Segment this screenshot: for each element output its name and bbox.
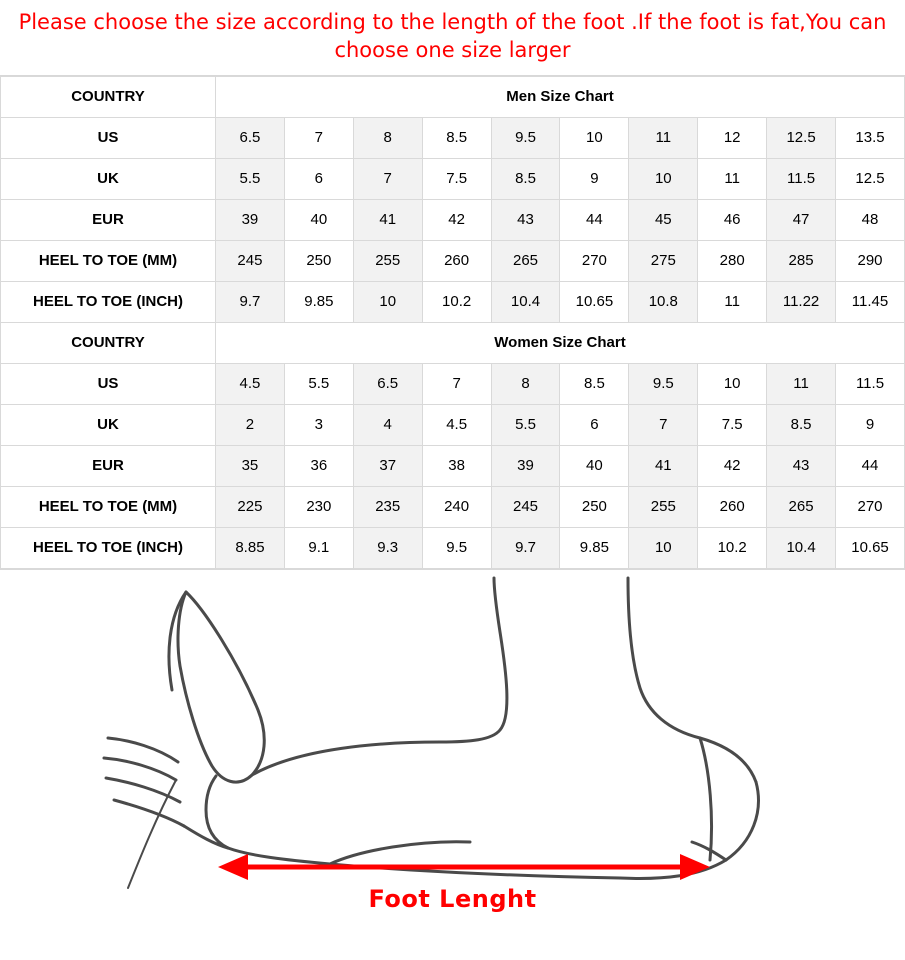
- cell-women-mm-2: 230: [284, 486, 353, 527]
- row-label-women-heel-mm: HEEL TO TOE (MM): [1, 486, 216, 527]
- cell-men-inch-5: 10.4: [491, 281, 560, 322]
- cell-women-uk-7: 7: [629, 404, 698, 445]
- cell-women-inch-3: 9.3: [353, 527, 422, 568]
- foot-outline-illustration: [0, 570, 905, 900]
- cell-men-eur-7: 45: [629, 199, 698, 240]
- cell-women-inch-7: 10: [629, 527, 698, 568]
- cell-men-us-3: 8: [353, 117, 422, 158]
- cell-men-uk-10: 12.5: [836, 158, 905, 199]
- cell-women-uk-8: 7.5: [698, 404, 767, 445]
- row-label-women-heel-inch: HEEL TO TOE (INCH): [1, 527, 216, 568]
- cell-men-eur-2: 40: [284, 199, 353, 240]
- size-advice-notice: Please choose the size according to the length of the foot .If the foot is fat,You can choose one size larger: [0, 0, 905, 76]
- cell-women-eur-4: 38: [422, 445, 491, 486]
- foot-measurement-diagram: [0, 569, 905, 925]
- cell-men-inch-10: 11.45: [836, 281, 905, 322]
- cell-men-mm-6: 270: [560, 240, 629, 281]
- cell-men-us-4: 8.5: [422, 117, 491, 158]
- cell-men-mm-3: 255: [353, 240, 422, 281]
- cell-men-inch-6: 10.65: [560, 281, 629, 322]
- cell-men-uk-1: 5.5: [216, 158, 285, 199]
- cell-women-uk-9: 8.5: [767, 404, 836, 445]
- cell-women-eur-1: 35: [216, 445, 285, 486]
- cell-women-eur-9: 43: [767, 445, 836, 486]
- cell-men-uk-8: 11: [698, 158, 767, 199]
- cell-women-uk-2: 3: [284, 404, 353, 445]
- size-chart-table: [0, 76, 905, 569]
- foot-length-arrow: [218, 854, 710, 880]
- row-label-men-heel-mm: HEEL TO TOE (MM): [1, 240, 216, 281]
- cell-women-eur-10: 44: [836, 445, 905, 486]
- cell-men-eur-10: 48: [836, 199, 905, 240]
- table-row: [1, 117, 905, 158]
- cell-women-mm-9: 265: [767, 486, 836, 527]
- table-row-men-header: [1, 76, 905, 117]
- cell-men-mm-4: 260: [422, 240, 491, 281]
- row-label-men-uk: UK: [1, 158, 216, 199]
- cell-men-eur-5: 43: [491, 199, 560, 240]
- cell-men-eur-9: 47: [767, 199, 836, 240]
- cell-women-inch-9: 10.4: [767, 527, 836, 568]
- cell-women-inch-10: 10.65: [836, 527, 905, 568]
- cell-women-us-2: 5.5: [284, 363, 353, 404]
- row-label-men-us: US: [1, 117, 216, 158]
- cell-women-mm-1: 225: [216, 486, 285, 527]
- cell-women-us-7: 9.5: [629, 363, 698, 404]
- cell-men-inch-7: 10.8: [629, 281, 698, 322]
- cell-men-us-5: 9.5: [491, 117, 560, 158]
- table-row: [1, 281, 905, 322]
- table-row: [1, 158, 905, 199]
- cell-women-mm-6: 250: [560, 486, 629, 527]
- cell-men-uk-4: 7.5: [422, 158, 491, 199]
- cell-women-us-10: 11.5: [836, 363, 905, 404]
- cell-women-uk-1: 2: [216, 404, 285, 445]
- women-size-chart-title: Women Size Chart: [216, 322, 905, 363]
- cell-men-inch-1: 9.7: [216, 281, 285, 322]
- cell-women-uk-4: 4.5: [422, 404, 491, 445]
- cell-men-uk-5: 8.5: [491, 158, 560, 199]
- cell-women-uk-5: 5.5: [491, 404, 560, 445]
- cell-men-us-1: 6.5: [216, 117, 285, 158]
- cell-women-mm-3: 235: [353, 486, 422, 527]
- cell-women-inch-4: 9.5: [422, 527, 491, 568]
- table-row: [1, 486, 905, 527]
- cell-women-uk-6: 6: [560, 404, 629, 445]
- row-label-women-us: US: [1, 363, 216, 404]
- cell-women-eur-6: 40: [560, 445, 629, 486]
- country-label-women: COUNTRY: [1, 322, 216, 363]
- cell-women-mm-7: 255: [629, 486, 698, 527]
- cell-women-inch-5: 9.7: [491, 527, 560, 568]
- cell-men-mm-1: 245: [216, 240, 285, 281]
- cell-men-us-10: 13.5: [836, 117, 905, 158]
- cell-women-us-6: 8.5: [560, 363, 629, 404]
- cell-men-us-6: 10: [560, 117, 629, 158]
- row-label-women-uk: UK: [1, 404, 216, 445]
- cell-men-eur-4: 42: [422, 199, 491, 240]
- cell-men-eur-1: 39: [216, 199, 285, 240]
- cell-men-mm-2: 250: [284, 240, 353, 281]
- row-label-women-eur: EUR: [1, 445, 216, 486]
- cell-men-eur-3: 41: [353, 199, 422, 240]
- cell-women-eur-3: 37: [353, 445, 422, 486]
- cell-women-us-8: 10: [698, 363, 767, 404]
- cell-men-us-8: 12: [698, 117, 767, 158]
- cell-women-inch-6: 9.85: [560, 527, 629, 568]
- table-row-women-header: [1, 322, 905, 363]
- cell-women-us-9: 11: [767, 363, 836, 404]
- cell-women-inch-1: 8.85: [216, 527, 285, 568]
- cell-men-mm-8: 280: [698, 240, 767, 281]
- cell-men-uk-3: 7: [353, 158, 422, 199]
- cell-men-mm-7: 275: [629, 240, 698, 281]
- cell-women-uk-3: 4: [353, 404, 422, 445]
- cell-women-eur-8: 42: [698, 445, 767, 486]
- cell-women-us-3: 6.5: [353, 363, 422, 404]
- cell-men-us-7: 11: [629, 117, 698, 158]
- cell-women-inch-8: 10.2: [698, 527, 767, 568]
- cell-men-inch-4: 10.2: [422, 281, 491, 322]
- cell-women-mm-10: 270: [836, 486, 905, 527]
- cell-women-us-1: 4.5: [216, 363, 285, 404]
- cell-men-eur-8: 46: [698, 199, 767, 240]
- cell-men-mm-5: 265: [491, 240, 560, 281]
- cell-men-uk-7: 10: [629, 158, 698, 199]
- cell-men-uk-6: 9: [560, 158, 629, 199]
- cell-men-inch-9: 11.22: [767, 281, 836, 322]
- cell-women-inch-2: 9.1: [284, 527, 353, 568]
- cell-men-eur-6: 44: [560, 199, 629, 240]
- table-row: [1, 527, 905, 568]
- row-label-men-eur: EUR: [1, 199, 216, 240]
- cell-women-us-5: 8: [491, 363, 560, 404]
- cell-men-uk-9: 11.5: [767, 158, 836, 199]
- table-row: [1, 199, 905, 240]
- men-size-chart-title: Men Size Chart: [216, 76, 905, 117]
- cell-women-uk-10: 9: [836, 404, 905, 445]
- cell-men-mm-9: 285: [767, 240, 836, 281]
- size-chart-body: [1, 76, 905, 568]
- cell-women-eur-7: 41: [629, 445, 698, 486]
- row-label-men-heel-inch: HEEL TO TOE (INCH): [1, 281, 216, 322]
- cell-women-eur-2: 36: [284, 445, 353, 486]
- table-row: [1, 240, 905, 281]
- cell-women-mm-8: 260: [698, 486, 767, 527]
- cell-men-inch-3: 10: [353, 281, 422, 322]
- cell-men-us-2: 7: [284, 117, 353, 158]
- foot-length-label: Foot Lenght: [368, 884, 537, 913]
- cell-women-us-4: 7: [422, 363, 491, 404]
- cell-men-uk-2: 6: [284, 158, 353, 199]
- cell-men-mm-10: 290: [836, 240, 905, 281]
- country-label-men: COUNTRY: [1, 76, 216, 117]
- cell-women-mm-5: 245: [491, 486, 560, 527]
- cell-women-mm-4: 240: [422, 486, 491, 527]
- table-row: [1, 363, 905, 404]
- cell-men-inch-2: 9.85: [284, 281, 353, 322]
- table-row: [1, 445, 905, 486]
- cell-women-eur-5: 39: [491, 445, 560, 486]
- table-row: [1, 404, 905, 445]
- cell-men-us-9: 12.5: [767, 117, 836, 158]
- cell-men-inch-8: 11: [698, 281, 767, 322]
